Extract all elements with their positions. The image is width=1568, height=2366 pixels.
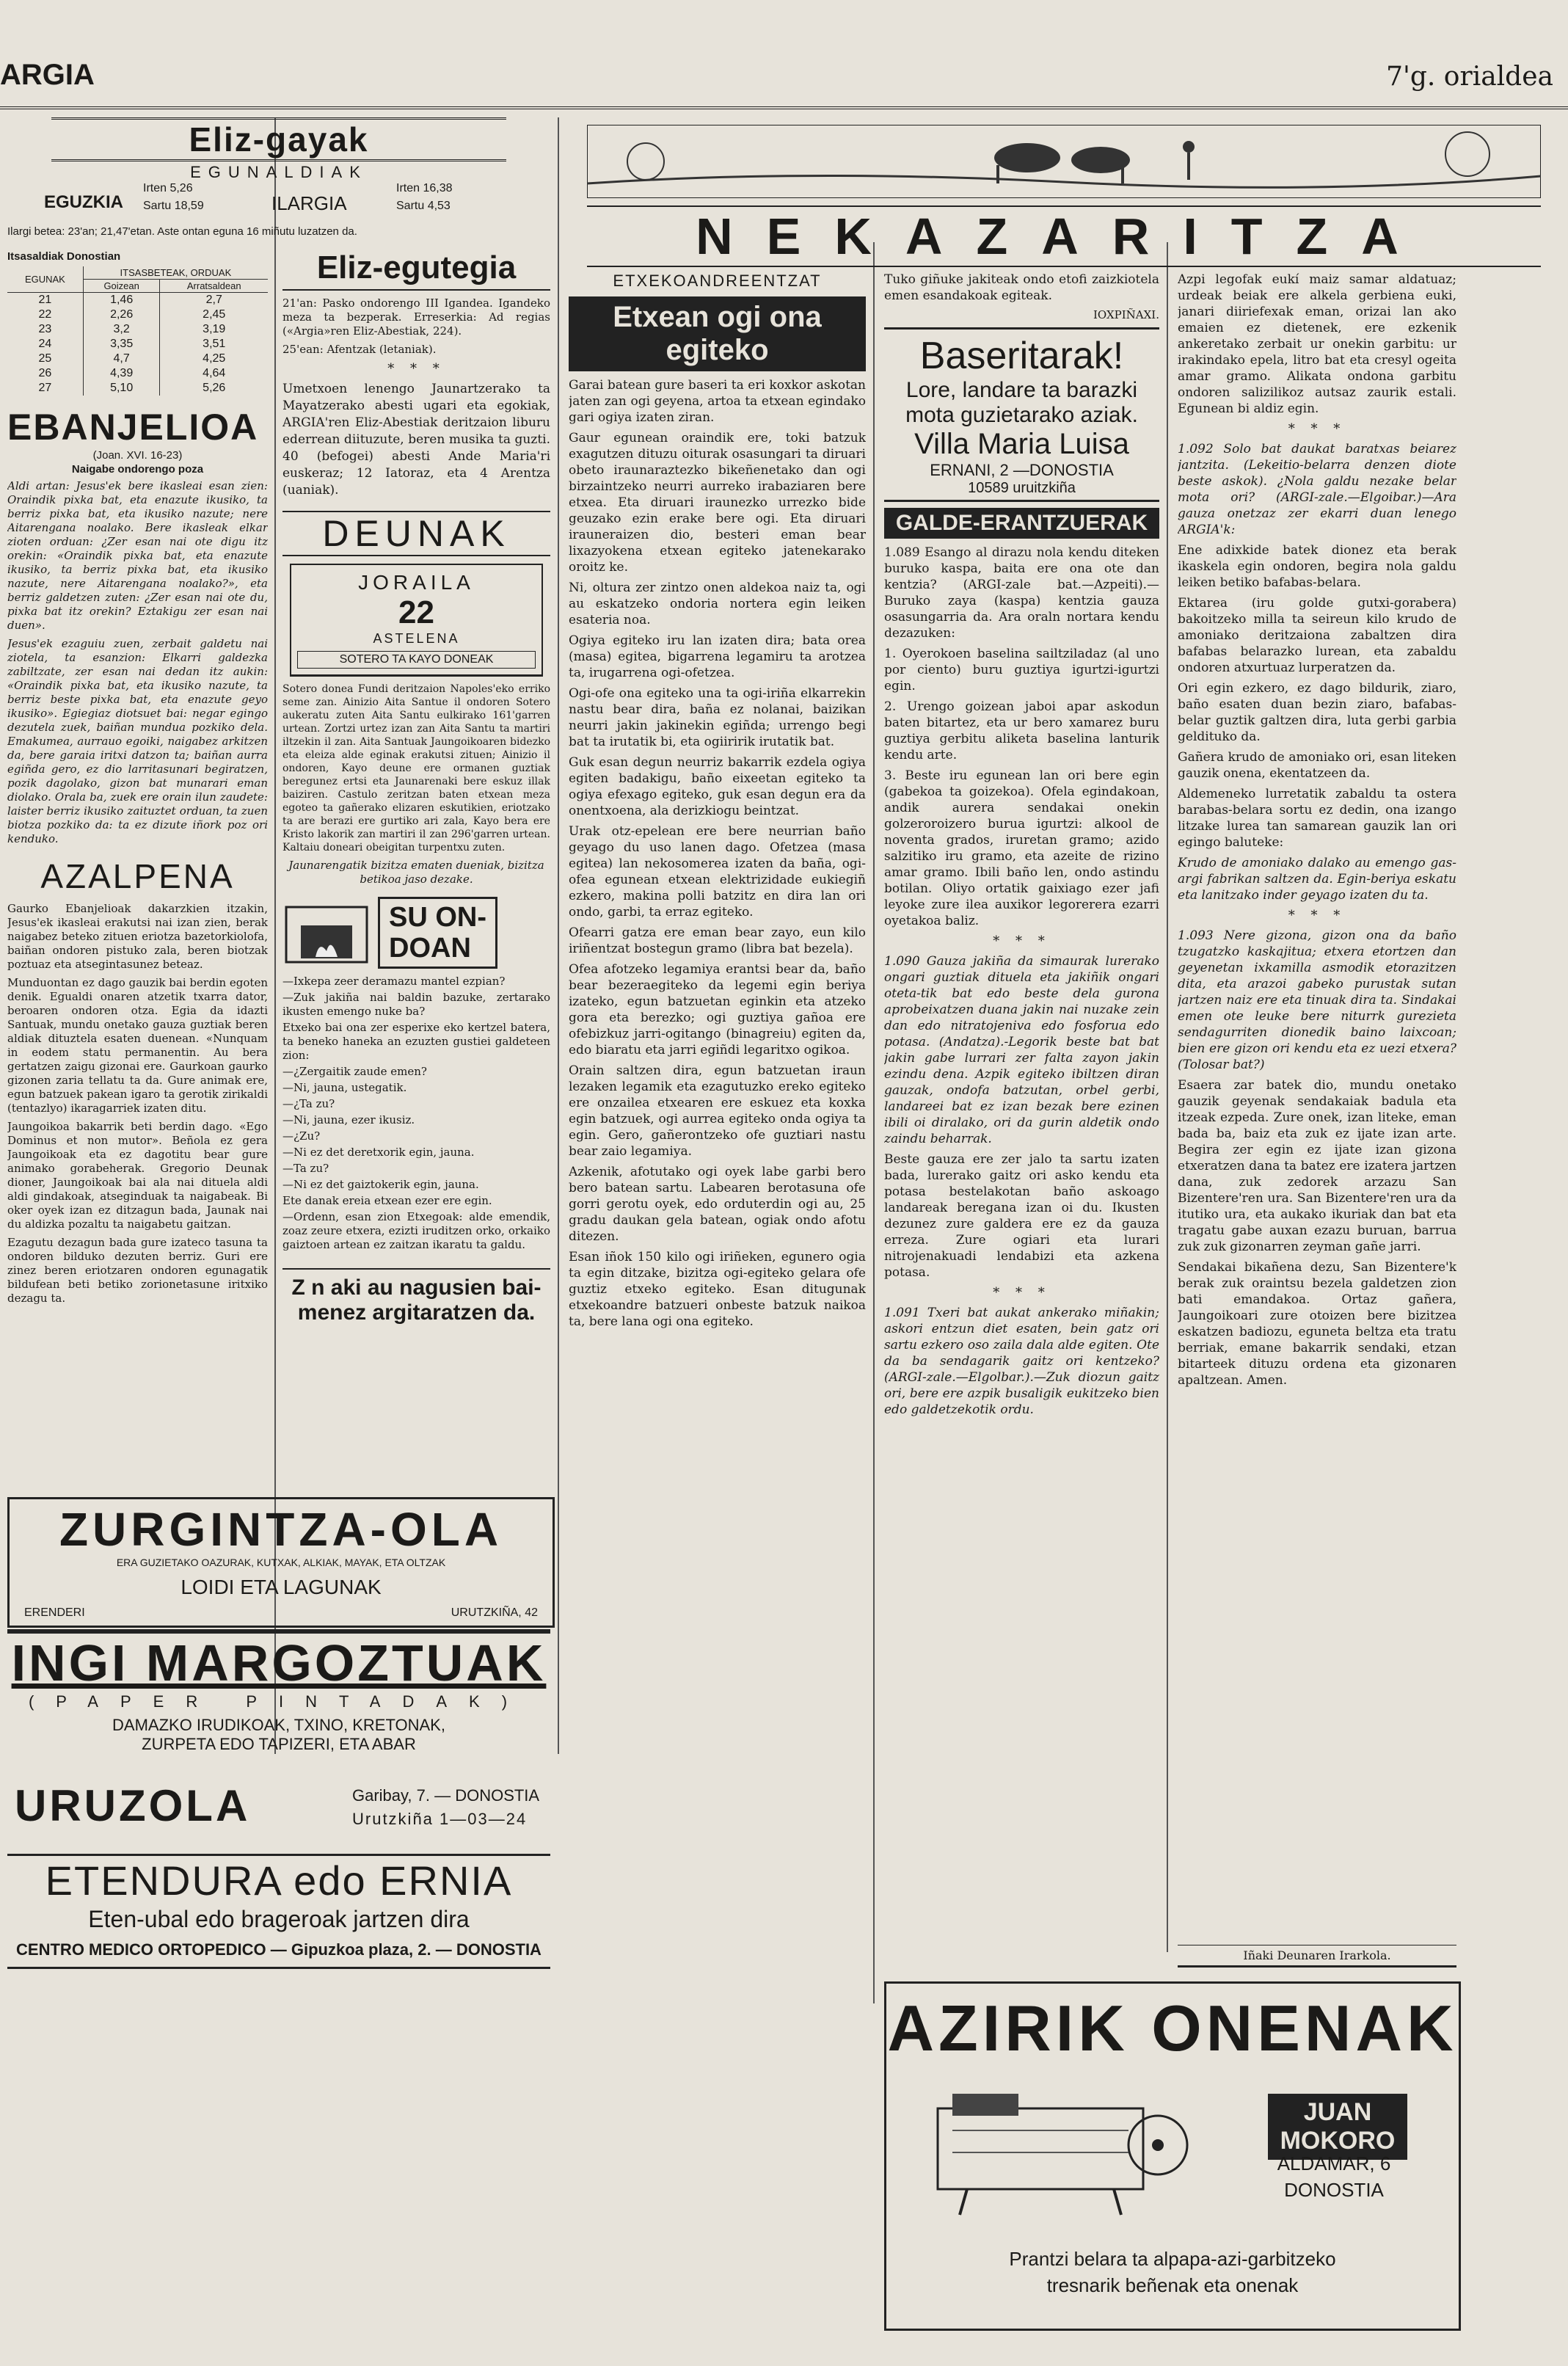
galde-q2b: Beste gauza ere zer jalo ta sartu izaten bada, lurerako gaitz ori asko kendu eta potasa bestelakotan baño askoago landareak beregana izan oi du. Ikusten dezunez zure galdera ere ez da gauza erreza. Zure ogiari eta lurari nitrojenakuadi lendabizi eta azkena potasa. <box>884 1152 1159 1280</box>
ingi-brand: URUZOLA <box>15 1781 251 1830</box>
ad-zurgintza <box>7 1497 555 1628</box>
eliz-gayak-title: Eliz-gayak <box>189 120 369 159</box>
nekazaritza-p8: Ofearri gatza ere eman bear zayo, eun kilo iriñentzat bostegun gramo (libra bat bezela). <box>569 925 866 956</box>
col-arratsaldean: Arratsaldean <box>160 280 268 293</box>
su-ondoan-line: —Ni, jauna, ustegatik. <box>282 1081 407 1094</box>
newspaper-name: ARGIA <box>0 59 95 91</box>
eliz-gayak-section <box>7 117 550 242</box>
deunak-month: JORAILA <box>358 571 475 594</box>
su-ondoan-line: Etxeko bai ona zer esperixe eko kertzel batera, ta beneko haneka an ezuzten gustiei galdeteen zion: <box>282 1021 550 1062</box>
column-4 <box>884 272 1159 1959</box>
azirik-title: AZIRIK ONENAK <box>887 1992 1458 2064</box>
separator-stars: * * * <box>1288 908 1346 923</box>
su-ondoan-header <box>282 897 550 969</box>
ingi-sub: (PAPER PINTADAK) <box>28 1692 530 1711</box>
table-row <box>7 322 268 337</box>
baseritarak-title: Baseritarak! <box>919 335 1124 377</box>
deunak-p2: Jaunarengatik bizitza ematen dueniak, bizitza betikoa jaso dezake. <box>288 859 544 886</box>
table-row <box>7 352 268 366</box>
ebanjelioa-subtitle: Naigabe ondorengo poza <box>71 463 204 476</box>
egunaldiak-subtitle: EGUNALDIAK <box>190 163 368 181</box>
column-5 <box>1178 272 1456 1959</box>
nekazaritza-sign: IOXPIÑAXI. <box>1093 308 1159 321</box>
su-ondoan-line: —Ni, jauna, ezer ikusiz. <box>282 1113 415 1126</box>
nekazaritza-p6: Guk esan degun neurriz bakarrik ezdela ogiya egiten badakigu, baño eixeetan egiteko ta ogiya efexago egiteko, guk esan degun era da onentxoena, ala derizkiogu beintzat. <box>569 755 866 818</box>
galde-q1b: 1. Oyerokoen baselina sailtziladaz (al uno por ciento) buru guztiya igurtzi-igurtzi egin. <box>884 647 1159 694</box>
deunak-weekday: ASTELENA <box>373 631 460 646</box>
su-ondoan-title-line1: SU ON- <box>389 902 486 933</box>
ebanjelioa-p2: Jesus'ek ezaguiu zuen, zerbait galdetu nai ziotela, ta esanzion: Elkarri galdezka zabiltzate, zer esan nai dedan itz aukin: «Oraindik pixka bat, eta ikusiko nazute, ta berriz beste pixka bat, eta enazute geyo ikusiko». Egiegiaz diotsuet bai: negar egingo dezutela zuek, baiñan mundua pozkiko dela. Emakumea, aurrauo egoiki, naigabez arkitzen da, bere garaia iritxi datzon ta; baiñan aurra egiñda gero, ez dio larritasunari begiratzen, pozik dagolako, gizon bat munarari eman diolako. Orala ba, zuek ere orain ilun zaudete: laister berriz ikusiko zaituztet orduan, ta zuen biotza pozkiko da: ta ez dizute iñork poz ori kenduko. <box>7 637 268 845</box>
su-ondoan-line: —Ni ez det deretxorik egin, jauna. <box>282 1146 475 1159</box>
separator-stars: * * * <box>1288 421 1346 437</box>
right-a4c: Ori egin ezkero, ez dago bildurik, ziaro, baño esaten duan bezin ziaro, bafabas-belar guztik galtzen dira, luta gerbi garbia geldituko da. <box>1178 681 1456 744</box>
header-rule <box>0 106 1568 109</box>
page-number: 7'g. orialdea <box>1386 62 1553 92</box>
baseritarak-l2: mota guzietarako aziak. <box>905 403 1138 427</box>
nekazaritza-p5: Ogi-ofe ona egiteko una ta ogi-iriña elkarrekin nastu bear dira, baña ez nolanai, baizikan neurri jakin jakinekin egiñda; urrengo begi bat ta irutatik bi, eta ogiiririk irutatik bat. <box>569 686 866 749</box>
table-cell: 27 <box>38 382 52 394</box>
column-divider <box>873 242 875 2003</box>
deunak-title: DEUNAK <box>282 511 550 556</box>
table-row <box>7 381 268 396</box>
eliz-egutegia-p2: 25'ean: Afentzak (letaniak). <box>282 343 437 356</box>
zurgintza-sub: ERA GUZIETAKO OAZURAK, KUTXAK, ALKIAK, MAYAK, ETA OLTZAK <box>116 1557 446 1568</box>
nekazaritza-p1: Garai batean gure baseri ta eri koxkor askotan jaten zan ogi geyena, artoa ta etxean egindako gari ogiya izaten ziran. <box>569 378 866 425</box>
azirik-addr1: ALDAMAR, 6 <box>1277 2152 1391 2174</box>
su-ondoan-line: —Ta zu? <box>282 1162 329 1175</box>
zurgintza-left: ERENDERI <box>24 1606 85 1619</box>
right-a4e: Aldemeneko lurretatik zabaldu ta ostera barabas-belara sortu ez dedin, ona izango litzake lurea tan samarean gauzik lan ori egingo baluteke: <box>1178 787 1456 850</box>
ebanjelioa-title: EBANJELIOA <box>7 407 259 448</box>
page-header <box>0 59 1568 103</box>
etxekoandreentzat: ETXEKOANDREENTZAT <box>613 272 822 290</box>
baseritarak-l3: Villa Maria Luisa <box>914 428 1129 460</box>
right-a4d: Gañera krudo de amoniako ori, esan liteken gauzik onena, ekentatzeen da. <box>1178 750 1456 781</box>
right-a5: Esaera zar batek dio, mundu onetako gauzik geyenak sendakaiak badula eta itzeak ezpeda. Zure onek, izan liteke, eman bada ba, baiz eta zuk ez ijate izan arte. Begira zer egin ez ijate izan gizona etxeratzen dana ta batez ere izatera jartzen dana, zuk zedorek arzazu San Bizentere'ren ura. San Bizentere'ren ura da itutiko ura, eta aukako ikuriak dan bat eta tragatu gabe auxan ezazu buruan, barrua zuk zuk gizonarren zeyman gañe jarri. <box>1178 1078 1456 1254</box>
etendura-title: ETENDURA edo ERNIA <box>45 1857 513 1904</box>
itsasaldiak-table <box>7 266 268 396</box>
eliz-egutegia-p1: 21'an: Pasko ondorengo III Igandea. Igandeko meza ta bezperak. Erreserkia: Ad regias («Argia»ren Eliz-Abestiak, 224). <box>282 296 550 338</box>
nekazaritza-p13: Tuko giñuke jakiteak ondo etofi zaizkiotela emen esandakoak egiteak. <box>884 272 1159 303</box>
azirik-name-box <box>1268 2094 1407 2160</box>
separator-stars: * * * <box>993 933 1051 949</box>
right-q5: 1.093 Nere gizona, gizon ona da baño tzugatzko kaskajitua; etxera etortzen dan geyenetan ixkamilla asmodik etorazitzen dita, eta arazoi gabeko purustak sutan jartzen naiz ere eta tinuak dira ta. Sindakai emen ote leuke bere niturrk gurezieta sendagurriten dionedik baino laixcoan; bien ere gizon ori kendu eta ez uezi etxera? (Tolosar bat?) <box>1178 928 1456 1072</box>
nekazaritza-p12: Esan iñok 150 kilo ogi iriñeken, egunero ogia ta egin ditzake, bizitza ogi-egiteko gelara ofe guztiz etxeko egiteko. Esan ditugunak etxekoandre batzueri onbeste batzuk naikoa ta, bere lana ogi ona egiteko. <box>569 1250 866 1329</box>
azirik-foot1: Prantzi belara ta alpapa-azi-garbitzeko <box>1009 2248 1336 2270</box>
su-ondoan-title-line2: DOAN <box>389 933 471 964</box>
eliz-egutegia-title: Eliz-egutegia <box>282 250 550 291</box>
right-a5b: Sendakai bikañena dezu, San Bizentere'k berak zuk oraintsu bezela galdetzen zion bati emandakoa. Ortaz gañera, Jaungoikoari zure otoizen bere bizitzea eskatzen badiozu, eguneta beltza eta tratu berriak, emane bakarrik sendaki, etzan bitarteek dituzu ordena eta gizonaren apaltzean. Amen. <box>1178 1260 1456 1388</box>
azirik-name1: JUAN <box>1303 2098 1372 2126</box>
galde-title: GALDE-ERANTZUERAK <box>884 508 1159 539</box>
table-cell: 23 <box>38 323 52 335</box>
nekazaritza-p2: Gaur egunean oraindik ere, toki batzuk exagutzen dituzu oiturak osasungari ta diruari obeto iraunaraztezko bikeñenetako dan ogi birzaintzeko neurri aurreko irabaziaren bere etxea. Eta diruari iraunezko urrezko bide geuzako ezin erake bere ogi. Eta diruari irauneraizen dio, besteri eman bear lixazyokena etxean egiteko jatenekarako oroitz ke. <box>569 431 866 575</box>
su-ondoan-lines <box>282 975 550 1252</box>
galde-q1d: 3. Beste iru egunean lan ori bere egin (gabekoa ta goizekoa). Ofela egindakoan, andik aurera sendakai onekin golzeroroizero burua igurtzi: alkool de noventa grados, iruretan gramo; azido salzitiko iru gramo, eta azeite de rizino amar gramo. Ibili baño len, ondo astindu botilan. Oliyo ortatik gaixiago ezer jafi leyoke zure ilea auxikor legorerera ezarri oyetakoa baliz. <box>884 768 1159 928</box>
table-cell: 3,19 <box>160 322 268 337</box>
table-cell: 4,25 <box>160 352 268 366</box>
azalpena-p3: Jaungoikoa bakarrik beti berdin dago. «Ego Dominus et non mutor». Beñola ez gera Jaungoikoak eta ez dagotitu bear gure animako gorabeherak. Gregorio Deunak dioner, Jaungoikoak bai ala nai dituela aldi aldi gindakoak, atseginduak ta naigabeak. Bi oker oyek izan ez ditzagun bada, Jaunak nai du aldizka pozaltu ta naigabetu gaitzan. <box>7 1120 268 1231</box>
ingi-l1: DAMAZKO IRUDIKOAK, TXINO, KRETONAK, <box>112 1716 445 1734</box>
zurgintza-title: ZURGINTZA-OLA <box>59 1503 503 1556</box>
nekazaritza-headline: Etxean ogi ona egiteko <box>569 296 866 371</box>
table-cell: 4,39 <box>83 366 160 381</box>
su-ondoan-line: —¿Zu? <box>282 1129 321 1143</box>
ingi-l2: ZURPETA EDO TAPIZERI, ETA ABAR <box>142 1735 416 1753</box>
right-a4b: Ektarea (iru golde gutxi-gorabera) bakoitzeko milla ta seireun kilo krudo de amoniako deritzaiona zabaltzen dira bafabas belarazko lurean, eta zabaldu ondoren atxurtuaz lurperatzen da. <box>1178 596 1456 675</box>
seed-cleaning-machine-illustration <box>908 2079 1217 2218</box>
table-cell: 4,64 <box>160 366 268 381</box>
table-cell: 2,45 <box>160 307 268 322</box>
col-group: ITSASBETEAK, ORDUAK <box>83 266 268 280</box>
galde-q2: 1.090 Gauza jakiña da simaurak lurerako ongari guztiak dituela eta jakiñik ongari oteta-tik bat edo beste dela gurona aprobeixatzen duana jakin nai nuzake zein dan edo nitratojeniva edo fosforua edo potasa. (Andatza).-Legorik beste bat bat jakin gabe lurrari zer falta zayon jakin ezindu dena. Azpik egiteko ibiltzen diran gauzak, ondofa batzutan, orbel gerbi, landareei bat ez izan bezak bere ezinen ibili oi diralako, ori da gurin aldetik ondo zaindu beharrak. <box>884 954 1159 1146</box>
nekazaritza-title: NEKAZARITZA <box>587 205 1541 267</box>
table-cell: 24 <box>38 338 52 350</box>
table-row <box>7 293 268 308</box>
ingi-addr1: Garibay, 7. — DONOSTIA <box>352 1786 540 1805</box>
ingi-title: INGI MARGOZTUAK <box>11 1634 547 1692</box>
separator-stars: * * * <box>993 1285 1051 1300</box>
col-egunak: EGUNAK <box>7 266 83 293</box>
azalpena-title: AZALPENA <box>40 857 235 895</box>
column-3 <box>569 272 866 1974</box>
printer-sign: Iñaki Deunaren Irarkola. <box>1178 1945 1456 1968</box>
eliz-egutegia-p3: Umetxoen lenengo Jaunartzerako ta Mayatzerako abesti ugari eta egokiak, ARGIA'ren Eliz-Abestiak deritzaion liburu ederrean diituzute, beren musika ta guzti. 40 (befogei) abesti Ande Maria'ri euskeraz; 12 Iatoraz, eta 4 Arentza (uaniak). <box>282 382 550 498</box>
azalpena-p4: Ezagutu dezagun bada gure izateco tasuna ta ondoren bilduko dezuten berriz. Guri ere zinez beren eriotzaren ondoren egunagatik bildufean beti betiko zorionetasune iritxiko dezagu ta. <box>7 1236 268 1305</box>
itsasaldiak-title: Itsasaldiak Donostian <box>7 250 121 263</box>
table-cell: 3,2 <box>83 322 160 337</box>
column-divider <box>1167 242 1168 1952</box>
farm-scene-illustration <box>587 125 1541 198</box>
table-row <box>7 307 268 322</box>
table-cell: 25 <box>38 352 52 365</box>
eguzkia-sartu: Sartu 18,59 <box>143 200 204 212</box>
table-cell: 2,26 <box>83 307 160 322</box>
right-a4: Ene adixkide batek dionez eta berak ikaskela egin ondoren, begira nola galdu leiken betiko bafabas-belara. <box>1178 543 1456 590</box>
azirik-addr2: DONOSTIA <box>1284 2179 1384 2201</box>
table-cell: 5,26 <box>160 381 268 396</box>
deunak-day: 22 <box>398 594 434 630</box>
etendura-sub: Eten-ubal edo brageroak jartzen dira <box>88 1906 470 1932</box>
column-divider <box>558 117 559 1754</box>
ilargia-irten: Irten 16,38 <box>396 182 453 194</box>
nekazaritza-p11: Azkenik, afotutako ogi oyek labe garbi bero bero batean sartu. Labearen berotasuna ofe gorri gerotu oyek, edo orduterdin ogi au, 25 gradu daukan gela batean, ogiak ondo afotu ditezen. <box>569 1165 866 1244</box>
galde-q1c: 2. Urengo goizean jaboi apar askodun baten bitartez, eta ur bero xamarez buru guztiya gerbitu aliketa baselina lanturik kendu arte. <box>884 699 1159 762</box>
ad-ingi <box>7 1629 550 1856</box>
table-cell: 3,35 <box>83 337 160 352</box>
su-ondoan-title <box>378 897 497 969</box>
nekazaritza-p3: Ni, oltura zer zintzo onen aldekoa naiz ta, ogi au eskatzeko ondoria nortera egin leiken esateria noa. <box>569 580 866 627</box>
column-2 <box>282 250 550 1497</box>
ingi-addr2: Urutzkiña 1—03—24 <box>352 1810 528 1828</box>
table-cell: 4,7 <box>83 352 160 366</box>
su-ondoan-line: Ete danak ereia etxean ezer ere egin. <box>282 1194 492 1207</box>
su-ondoan-line: —Ixkepa zeer deramazu mantel ezpian? <box>282 975 506 988</box>
zurgintza-name: LOIDI ETA LAGUNAK <box>180 1576 382 1598</box>
baseritarak-l5: 10589 uruitzkiña <box>884 480 1159 502</box>
baseritarak-l4: ERNANI, 2 —DONOSTIA <box>930 461 1114 479</box>
ad-azirik <box>884 1981 1461 2331</box>
fireplace-icon <box>282 900 371 966</box>
col-goizean: Goizean <box>83 280 160 293</box>
deunak-p1: Sotero donea Fundi deritzaion Napoles'eko erriko seme zan. Ainizio Aita Santue il ondoren Sotero aukeratu zuten Aita Santu eulkirako 161'garren urtean. Zortzi urtez izan zan Aita Santu ta martiri iltzekin il zan. Aita Santuak Jaungoikoaren bidezko eta eleiza alde eginak erakutsi zituen; Ainizio il ondoren, Kayo deune ere ormanen guztiak beregunez ertsi eta Jaunarenaki bere eskuz illak baiziren. Castulo zeritzan baten etxean meza egoteo ta gañerako elizaren eskutikien, eriotzako ta are berazi ere gurtiko ari zala, Kayo bera ere Kristo lakorik zan martiri il zan 296'garren urtean. Kaltaiu doneari obeigitan turpentxu zuten. <box>282 683 550 853</box>
nekazaritza-p9: Ofea afotzeko legamiya erantsi bear da, baño bear bezeraegiteko da legemi egin beriya izateko, egun batzuetan eginkin eta atzeko gora eta berezko; ogi guztiya gañoa ere ofebizkuz jarri-ogitango (binagreiu) egiten da, edo biaratu eta jarri egiñdi legaritxo ogikoa. <box>569 962 866 1058</box>
separator-stars: * * * <box>387 361 445 376</box>
right-p1: Azpi legofak eukí maiz samar aldatuaz; urdeak beiak ere alkela gerbiena euki, janari diiriefexak eman, orizai lan ako emaien ez dietenek, ere ezkenik ankeretako zerbait ur onekin garbitu: ur irakindako epela, litro bat eta cresyl ogeita amar gramo. Alikata ondona garbitu ondoren salizilikoz autsaz zaurik estali. Egunean bi aldiz egin. <box>1178 272 1456 416</box>
su-ondoan-line: —Ni ez det gaiztokerik egin, jauna. <box>282 1178 479 1191</box>
table-cell: 21 <box>38 294 52 306</box>
eguzkia-irten: Irten 5,26 <box>143 182 193 194</box>
table-cell: 22 <box>38 308 52 321</box>
galde-q3: 1.091 Txeri bat aukat ankerako miñakin; askori entzun diet esaten, bein gatz ori sartu ezkero oso zaila dala alde egiten. Ote da ba sendagarik gaitz ori kentzeko? (ARGI-zale.—Elgolbar.).—Zuk diozun gaitz ori, bere ere azpik busaligik eukitzeko bien edo galdetzekotik ordu. <box>884 1306 1159 1417</box>
ebanjelioa-ref: (Joan. XVI. 16-23) <box>92 449 183 462</box>
su-ondoan-line: —Zuk jakiña nai baldin bazuke, zertarako ikusten emengo nuke ba? <box>282 991 550 1018</box>
right-q4: 1.092 Solo bat daukat baratxas beiarez jantzita. (Lekeitio-belarra denzen diote beste askok). ¿Nola galdu nezake belar mota ori? (ARGI-zale.—Elgoibar.)—Ara gauza onetzaz zer ekarri duan lenego ARGIA'k: <box>1178 442 1456 537</box>
nekazaritza-p10: Orain saltzen dira, egun batzuetan iraun lezaken legamik eta ezagutuzko ereko egiteko ere onzailea etxearen ere eskuez eta koxka egin batzuek, ogi aurrea egiteko onda ogiya ta egin. Gero, gañerontzeko ofe guztiari nastu bear zaio legamiya. <box>569 1063 866 1159</box>
ilargia-sartu: Sartu 4,53 <box>396 200 451 212</box>
zurgintza-right: URUTZKIÑA, 42 <box>451 1606 538 1619</box>
azalpena-p2: Munduontan ez dago gauzik bai berdin egoten denik. Egualdi onaren atzetik txarra dator, beroaren ondoren otza. Egia da idazti Santuak, mundu onetako gauza guztiak beren aldiak dituztela esaten duenean. «Nunquam in eodem statu permanentin. Au bera gertatzen zaigu gizonai ere. Gaurkoan gaurko gizonen zaria tellatu ta da. Gure animak ere, egun batzuek pakean igaro ta gerotik zirikaldi (tentazlyo) ikaragarriek izaten ditu. <box>7 976 268 1115</box>
table-row <box>7 366 268 381</box>
etendura-foot: CENTRO MEDICO ORTOPEDICO — Gipuzkoa plaza, 2. — DONOSTIA <box>16 1940 541 1959</box>
baseritarak-l1: Lore, landare ta barazki <box>905 378 1138 402</box>
table-row <box>7 337 268 352</box>
right-a4f: Krudo de amoniako dalako au emengo gas-argi fabrikan saltzen da. Egin-beriya eskatu eta lanitzako inder geyago izaten du ta. <box>1178 856 1456 903</box>
su-ondoan-line: —Ordenn, esan zion Etxegoak: alde emendik, zoaz zeure etxera, ezizti iruditzen orko, orkaiko gaiztoen artean ez zaitzan ikaratu ta galdu. <box>282 1210 550 1251</box>
azirik-foot2: tresnarik beñenak eta onenak <box>1046 2274 1299 2296</box>
galde-q1: 1.089 Esango al dirazu nola kendu diteken buruko kaspa, baita ere ona ote dan kentzia? (ARGI-zale bat.—Azpeiti).—Buruko zaya (kaspa) kentzia gauza osasungarria da. Ara oraln nortara kendu dezazuken: <box>884 545 1159 641</box>
su-ondoan-footer: Z n aki au nagusien bai- menez argitaratzen da. <box>282 1268 550 1325</box>
table-cell: 1,46 <box>83 293 160 308</box>
ilargi-note: Ilargi betea: 23'an; 21,47'etan. Aste ontan eguna 16 miñutu luzatzen da. <box>7 225 357 238</box>
table-cell: 3,51 <box>160 337 268 352</box>
table-cell: 2,7 <box>160 293 268 308</box>
nekazaritza-p7: Urak otz-epelean ere bere neurrian baño geyago du uso lanen dago. Ofetzea (masa egitea) lan nekosomerea izaten da baña, ogi-ofea egunean etxean elektrizidade eukiegiñ ezkero, makina polli batzitz en dira lan ori ondo, garbi, ta erraz egiteko. <box>569 824 866 920</box>
ad-etendura <box>7 1857 550 1969</box>
ebanjelioa-p1: Aldi artan: Jesus'ek bere ikasleai esan zien: Oraindik pixka bat, eta enazute ikusiko, ta berriz pixka bat, eta ikusiko nazute; nere Aitarengana noalako. Bere ikasleak elkar zioten orduan: ¿Zer esan nai ote digu itz orekin: «Oraindik pixka bat, eta enazute ikusiko, ta berriz pixka bat, eta ikusiko nazute, nere Aitarengana noalako?», eta berriz galdetzen zuten: ¿Zer esan nai ote du, pixka bat itz orekin? Eztakigu zer esan nai duen». <box>7 479 268 632</box>
su-ondoan-line: —¿Ta zu? <box>282 1097 335 1110</box>
table-cell: 26 <box>38 367 52 379</box>
ilargia-label: ILARGIA <box>271 192 347 214</box>
deunak-calendar-box <box>290 564 543 677</box>
table-cell: 5,10 <box>83 381 160 396</box>
su-ondoan-line: —¿Zergaitik zaude emen? <box>282 1065 427 1078</box>
deunak-saints: SOTERO TA KAYO DONEAK <box>297 651 536 669</box>
azalpena-p1: Gaurko Ebanjelioak dakarzkien itzakin, Jesus'ek ikasleai erakutsi nai izan zien, berak naigabez beteko zituen eriotza bazetorkiolofa, baiñan ondoren pistuko zala, beren biotzak poztuaz eta atsegintasunez beteaz. <box>7 902 268 971</box>
nekazaritza-p4: Ogiya egiteko iru lan izaten dira; bata orea (masa) egitea, bigarrena legamiru ta arotzea ta, irugarrena ogi-ofetzea. <box>569 633 866 680</box>
azirik-name2: MOKORO <box>1280 2127 1396 2155</box>
baseritarak-ad <box>884 327 1159 502</box>
eguzkia-label: EGUZKIA <box>44 192 123 212</box>
